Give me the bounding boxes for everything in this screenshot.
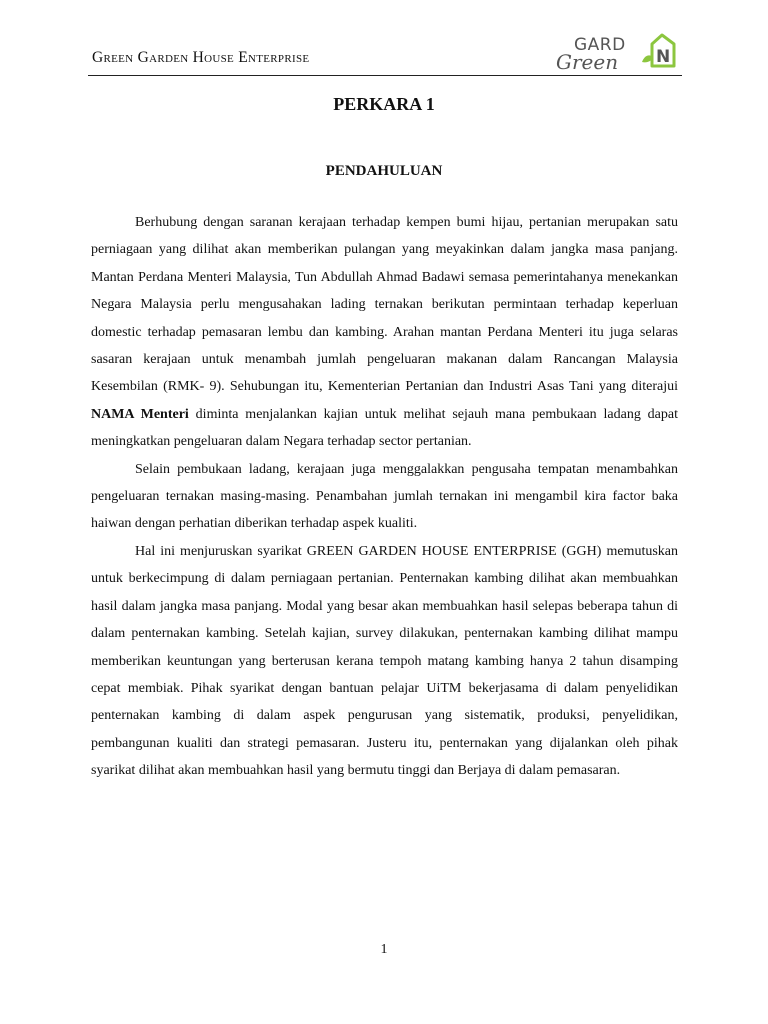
- logo-badge-icon: [642, 35, 674, 67]
- logo-text-gard: GARD: [574, 35, 626, 55]
- chapter-title: PERKARA 1: [333, 94, 435, 114]
- section-title: PENDAHULUAN: [325, 163, 443, 179]
- page-header: [92, 32, 682, 76]
- header-title: Green Garden House Enterprise: [92, 49, 310, 66]
- paragraph-1: [91, 209, 678, 456]
- header-divider: [88, 75, 682, 76]
- paragraph-1-text-a: Berhubung dengan saranan kerajaan terhadap kempen bumi hijau, pertanian merupakan satu perniagaan yang dilihat akan memberikan pulangan yang meyakinkan dalam jangka masa panjang. Mantan Perdana Menteri Malaysia, Tun Abdullah Ahmad Badawi semasa pemerintahanya menekankan Negara Malaysia perlu mengusahakan lading ternakan berikutan permintaan terhadap keperluan domestic terhadap pemasaran lembu dan kambing. Arahan mantan Perdana Menteri itu juga selaras sasaran kerajaan untuk menambah jumlah pengeluaran makanan dalam Rancangan Malaysia Kesembilan (RMK- 9). Sehubungan itu, Kementerian Pertanian dan Industri Asas Tani yang diterajui: [91, 215, 678, 395]
- paragraph-3: Hal ini menjuruskan syarikat GREEN GARDEN HOUSE ENTERPRISE (GGH) memutuskan untuk berkecimpung di dalam perniagaan pertanian. Penternakan kambing dilihat akan membuahkan hasil dalam jangka masa panjang. Modal yang besar akan membuahkan hasil selepas beberapa tahun di dalam penternakan kambing. Setelah kajian, survey dilakukan, penternakan kambing dilihat mampu memberikan keuntungan yang berterusan kerana tempoh matang kambing hanya 2 tahun disamping cepat membiak. Pihak syarikat dengan bantuan pelajar UiTM bekerjasama di dalam penyelidikan penternakan kambing di dalam aspek pengurusan yang sistematik, produksi, penyelidikan, pembangunan kualiti dan strategi pemasaran. Justeru itu, penternakan yang dijalankan oleh pihak syarikat dilihat akan membuahkan hasil yang bermutu tinggi dan Berjaya di dalam pemasaran.: [91, 543, 678, 779]
- minister-name: NAMA Menteri: [91, 406, 189, 422]
- body-text: [91, 209, 678, 785]
- logo-badge-letter: N: [656, 47, 671, 67]
- logo-text-green: Green: [556, 50, 619, 74]
- company-logo: [550, 32, 680, 74]
- paragraph-2: Selain pembukaan ladang, kerajaan juga menggalakkan pengusaha tempatan menambahkan pengeluaran ternakan masing-masing. Penambahan jumlah ternakan ini mengambil kira factor baka haiwan dengan perhatian diberikan terhadap aspek kualiti.: [91, 461, 678, 532]
- paragraph-1-text-b: diminta menjalankan kajian untuk melihat sejauh mana pembukaan ladang dapat meningkatkan pengeluaran dalam Negara terhadap sector pertanian.: [91, 406, 678, 450]
- page-number: 1: [380, 942, 388, 957]
